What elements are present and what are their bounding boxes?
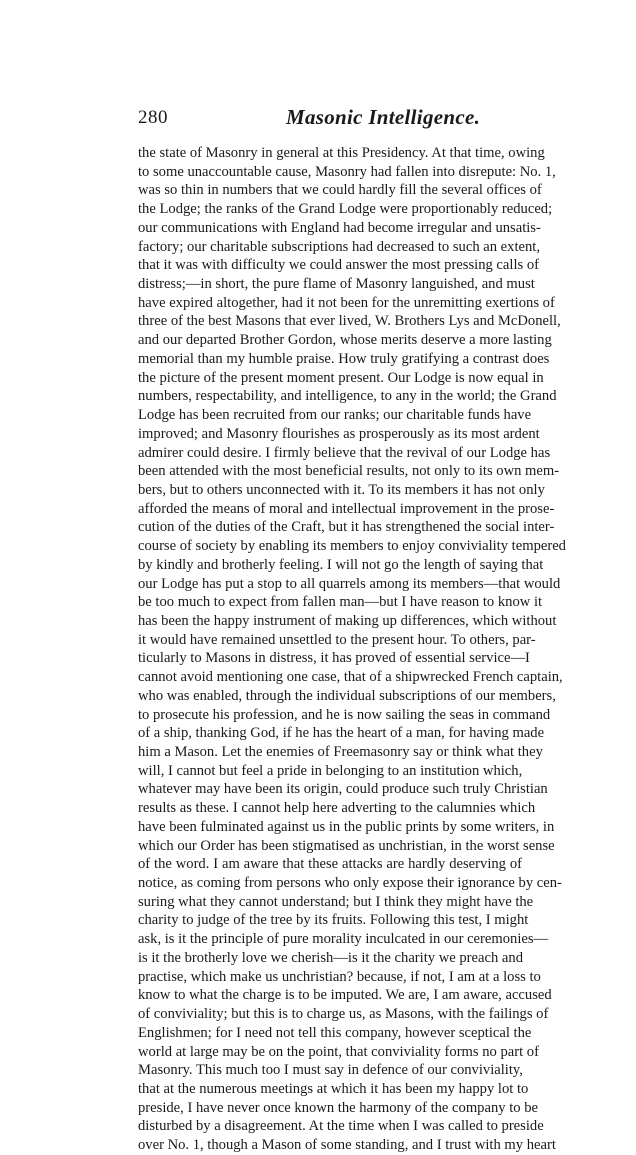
- page-header: [138, 103, 522, 133]
- text-line: it would have remained unsettled to the present hour. To others, par-: [138, 631, 536, 648]
- text-line: disturbed by a disagreement. At the time when I was called to preside: [138, 1118, 544, 1135]
- text-line: of the word. I am aware that these attacks are hardly deserving of: [138, 856, 522, 873]
- body-text: [138, 144, 566, 1155]
- text-line: and our departed Brother Gordon, whose merits deserve a more lasting: [138, 332, 552, 349]
- text-line: charity to judge of the tree by its fruits. Following this test, I might: [138, 912, 529, 929]
- text-line: ticularly to Masons in distress, it has proved of essential service—I: [138, 650, 530, 667]
- text-line: to prosecute his profession, and he is now sailing the seas in command: [138, 706, 551, 723]
- text-line: have been fulminated against us in the public prints by some writers, in: [138, 818, 555, 835]
- text-line: bers, but to others unconnected with it. To its members it has not only: [138, 481, 545, 498]
- text-line: practise, which make us unchristian? because, if not, I am at a loss to: [138, 968, 541, 985]
- text-line: by kindly and brotherly feeling. I will not go the length of saying that: [138, 556, 544, 573]
- text-line: three of the best Masons that ever lived, W. Brothers Lys and McDonell,: [138, 313, 561, 330]
- text-line: Englishmen; for I need not tell this company, however sceptical the: [138, 1024, 532, 1041]
- text-line: numbers, respectability, and intelligence, to any in the world; the Grand: [138, 388, 557, 405]
- text-line: Lodge has been recruited from our ranks; our charitable funds have: [138, 407, 532, 424]
- text-line: that it was with difficulty we could answer the most pressing calls of: [138, 257, 539, 274]
- text-line: the state of Masonry in general at this Presidency. At that time, owing: [138, 145, 545, 161]
- text-line: is it the brotherly love we cherish—is it the charity we preach and: [138, 949, 523, 966]
- text-line: afforded the means of moral and intellectual improvement in the prose-: [138, 500, 555, 517]
- text-line: improved; and Masonry flourishes as prosperously as its most ardent: [138, 425, 540, 442]
- text-line: whatever may have been its origin, could produce such truly Christian: [138, 781, 548, 798]
- text-line: the Lodge; the ranks of the Grand Lodge were proportionably reduced;: [138, 201, 553, 218]
- text-line: cannot avoid mentioning one case, that of a shipwrecked French captain,: [138, 669, 563, 686]
- text-line: to some unaccountable cause, Masonry had fallen into disrepute: No. 1,: [138, 163, 556, 180]
- text-line: course of society by enabling its members to enjoy conviviality tempered: [138, 538, 566, 555]
- text-line: was so thin in numbers that we could hardly fill the several offices of: [138, 182, 542, 199]
- running-title: Masonic Intelligence.: [286, 105, 481, 129]
- text-line: ask, is it the principle of pure morality inculcated in our ceremonies—: [138, 931, 549, 948]
- text-line: memorial than my humble praise. How truly gratifying a contrast does: [138, 350, 550, 367]
- text-line: of conviviality; but this is to charge us, as Masons, with the failings of: [138, 1006, 549, 1023]
- text-line: him a Mason. Let the enemies of Freemasonry say or think what they: [138, 744, 543, 760]
- text-line: our communications with England had become irregular and unsatis-: [138, 219, 541, 236]
- text-line: our Lodge has put a stop to all quarrels among its members—that would: [138, 575, 561, 592]
- text-line: know to what the charge is to be imputed. We are, I am aware, accused: [138, 987, 552, 1004]
- text-line: be too much to expect from fallen man—but I have reason to know it: [138, 594, 543, 611]
- text-line: has been the happy instrument of making up differences, which without: [138, 612, 557, 629]
- text-line: of a ship, thanking God, if he has the heart of a man, for having made: [138, 725, 545, 742]
- text-line: over No. 1, though a Mason of some standing, and I trust with my heart: [138, 1137, 556, 1154]
- text-line: factory; our charitable subscriptions had decreased to such an extent,: [138, 238, 540, 255]
- text-line: which our Order has been stigmatised as unchristian, in the worst sense: [138, 837, 555, 854]
- text-line: who was enabled, through the individual subscriptions of our members,: [138, 687, 556, 704]
- text-line: have expired altogether, had it not been for the unremitting exertions of: [138, 294, 555, 311]
- text-line: cution of the duties of the Craft, but it has strengthened the social inter-: [138, 519, 555, 536]
- text-line: the picture of the present moment present. Our Lodge is now equal in: [138, 369, 544, 386]
- text-line: notice, as coming from persons who only expose their ignorance by cen-: [138, 875, 562, 892]
- text-line: distress;—in short, the pure flame of Masonry languished, and must: [138, 276, 535, 293]
- text-line: world at large may be on the point, that conviviality forms no part of: [138, 1043, 539, 1060]
- text-line: Masonry. This much too I must say in defence of our conviviality,: [138, 1062, 523, 1079]
- text-line: preside, I have never once known the harmony of the company to be: [138, 1099, 538, 1116]
- text-line: that at the numerous meetings at which it has been my happy lot to: [138, 1080, 529, 1097]
- text-line: results as these. I cannot help here adverting to the calumnies which: [138, 800, 536, 817]
- text-line: suring what they cannot understand; but I think they might have the: [138, 893, 534, 910]
- page-number: 280: [138, 107, 168, 128]
- text-line: been attended with the most beneficial results, not only to its own mem-: [138, 463, 560, 480]
- text-line: admirer could desire. I firmly believe that the revival of our Lodge has: [138, 444, 551, 461]
- text-line: will, I cannot but feel a pride in belonging to an institution which,: [138, 762, 523, 779]
